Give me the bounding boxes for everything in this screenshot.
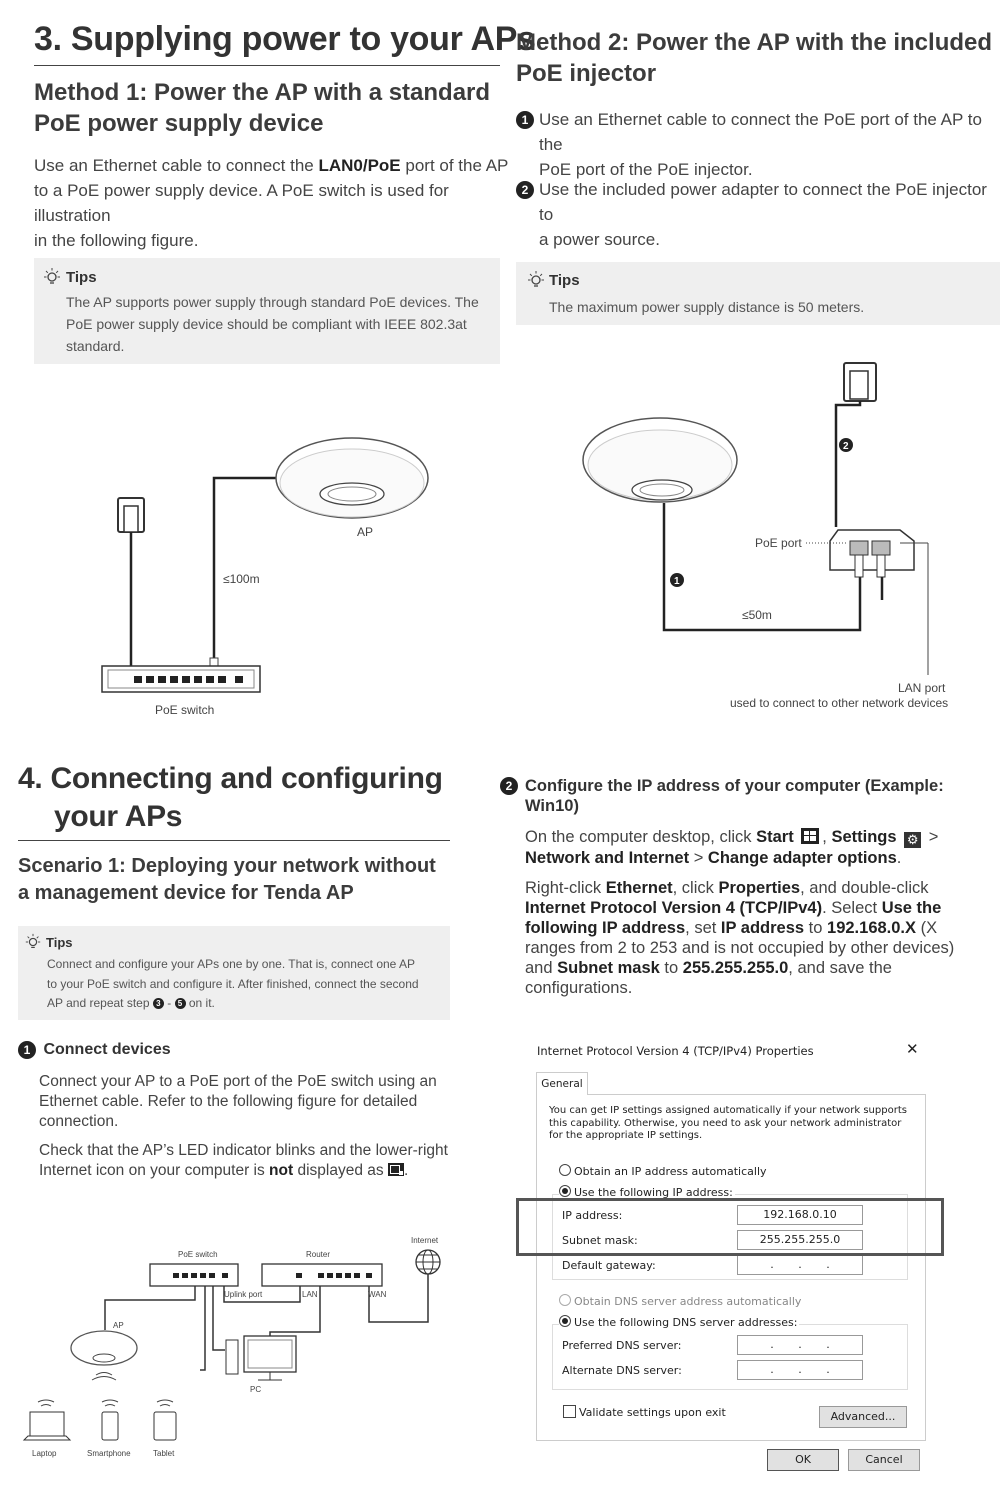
- mask-value-label: 255.255.255.0: [682, 959, 789, 977]
- internet-globe-icon: [416, 1250, 440, 1274]
- step-badge: 3: [153, 998, 164, 1009]
- ap-label: AP: [113, 1321, 124, 1330]
- section4-title-line2: your APs: [54, 800, 183, 833]
- step1-heading: [18, 1041, 171, 1059]
- intro-line: this capability. Otherwise, you need to ask your network administrator: [549, 1117, 902, 1129]
- switch-label: PoE switch: [155, 703, 215, 717]
- paragraph-line: Ethernet cable. Refer to the following figure for detailed: [39, 1093, 418, 1110]
- step1-line2: PoE port of the PoE injector.: [539, 160, 753, 179]
- intro-line: You can get IP settings assigned automatically if your network supports: [549, 1105, 907, 1116]
- method1-title-line1: Method 1: Power the AP with a standard: [34, 79, 491, 106]
- ap-device-icon: [276, 438, 428, 518]
- internet-label: Internet: [411, 1236, 439, 1245]
- step-number-badge: 2: [500, 777, 518, 795]
- tips-title: Tips: [46, 935, 73, 950]
- lan-port-label: LAN port: [898, 681, 946, 695]
- alternate-dns-input[interactable]: . . .: [737, 1360, 863, 1380]
- step2-paragraph2: [525, 878, 995, 998]
- paragraph-line: Connect your AP to a PoE port of the PoE switch using an: [39, 1073, 437, 1090]
- poe-switch-icon: [150, 1264, 238, 1286]
- section3-divider: [34, 65, 500, 66]
- distance-label: ≤100m: [223, 572, 260, 586]
- subnet-mask-label: Subnet mask: [557, 959, 660, 977]
- preferred-dns-label: Preferred DNS server:: [562, 1339, 682, 1352]
- dialog-intro: [549, 1105, 919, 1143]
- scenario-title-line2: a management device for Tenda AP: [18, 882, 354, 904]
- option-label: Obtain an IP address automatically: [574, 1165, 767, 1178]
- laptop-label: Laptop: [32, 1449, 57, 1458]
- tips-text-line: to your PoE switch and configure it. After finished, connect the second: [47, 976, 419, 991]
- marker-2-text: 2: [843, 441, 849, 452]
- ipv4-label: Internet Protocol Version 4 (TCP/IPv4): [525, 899, 823, 917]
- tablet-icon: [154, 1400, 176, 1440]
- method2-tips-box: [516, 262, 1000, 325]
- method1-para-line2: to a PoE power supply device. A PoE switch is used for illustration: [34, 181, 449, 225]
- paragraph-text: .: [403, 1162, 409, 1179]
- method2-step1: [516, 107, 1000, 182]
- default-gateway-input[interactable]: . . .: [737, 1255, 863, 1275]
- step-badge: 5: [175, 998, 186, 1009]
- step1-title: Connect devices: [43, 1041, 171, 1059]
- paragraph-text: . Select: [822, 899, 882, 917]
- section4-title-line1: 4. Connecting and configuring: [18, 762, 443, 795]
- cancel-button[interactable]: Cancel: [848, 1449, 920, 1471]
- subnet-mask-input[interactable]: 255.255.255.0: [737, 1230, 863, 1250]
- lightbulb-icon: [42, 267, 62, 292]
- method1-para-line3: in the following figure.: [34, 231, 199, 250]
- paragraph-text: >: [689, 849, 708, 867]
- poe-injector-figure: [580, 355, 1000, 725]
- tablet-label: Tablet: [153, 1449, 175, 1458]
- step1-paragraph2: [39, 1141, 469, 1181]
- ip-address-input[interactable]: 192.168.0.10: [737, 1205, 863, 1225]
- router-label: Router: [306, 1250, 331, 1259]
- dns-group-box: [552, 1324, 908, 1390]
- tips-text-part: AP and repeat step: [47, 996, 153, 1010]
- paragraph-text: , and save the: [788, 959, 892, 977]
- start-label: Start: [756, 828, 794, 846]
- ipv4-properties-dialog: [532, 1032, 932, 1477]
- tips-text: [47, 955, 447, 1014]
- ethernet-label: Ethernet: [605, 879, 673, 897]
- tips-text-line: PoE power supply device should be compliant with IEEE 802.3at: [66, 316, 467, 332]
- subnet-mask-label: Subnet mask:: [562, 1234, 638, 1247]
- network-and-internet-label: Network and Internet: [525, 849, 690, 867]
- paragraph-text: to: [804, 919, 828, 937]
- step-number-badge: 2: [516, 181, 534, 199]
- poe-injector-icon: [830, 530, 914, 577]
- method2-title: [516, 27, 996, 89]
- settings-label: Settings: [831, 828, 897, 846]
- method2-title-line2: PoE injector: [516, 60, 657, 87]
- windows-start-icon: [801, 828, 819, 844]
- tips-text-part: -: [163, 996, 175, 1010]
- step2-heading: [500, 776, 990, 816]
- radio-button-selected[interactable]: [559, 1185, 571, 1197]
- paragraph-text: Right-click: [525, 879, 606, 897]
- ap-device-icon: [583, 418, 737, 502]
- poe-port-label: PoE port: [755, 536, 802, 550]
- intro-line: for the appropriate IP settings.: [549, 1130, 703, 1141]
- obtain-dns-auto-option[interactable]: [559, 1294, 801, 1308]
- paragraph-text: >: [924, 828, 939, 846]
- network-topology-figure: [0, 1230, 470, 1470]
- uplink-port-label: Uplink port: [224, 1290, 263, 1299]
- lightbulb-icon: [24, 933, 42, 956]
- obtain-ip-auto-option[interactable]: [559, 1164, 767, 1178]
- method1-title-line2: PoE power supply device: [34, 110, 324, 137]
- method1-para-text: port of the AP: [400, 156, 509, 175]
- poe-switch-icon: [102, 658, 260, 692]
- smartphone-label: Smartphone: [87, 1449, 131, 1458]
- ap-label: AP: [357, 525, 374, 539]
- radio-button-disabled[interactable]: [559, 1294, 571, 1306]
- change-adapter-options-label: Change adapter options: [707, 849, 897, 867]
- paragraph-line: ranges from 2 to 253 and is not occupied by other devices): [525, 939, 955, 957]
- paragraph-text: (X: [916, 919, 938, 937]
- paragraph-text: to: [659, 959, 683, 977]
- tips-title: Tips: [549, 272, 580, 289]
- lightbulb-icon: [526, 270, 546, 295]
- tips-text: [66, 291, 496, 357]
- tips-title: Tips: [66, 269, 97, 286]
- dialog-title: Internet Protocol Version 4 (TCP/IPv4) Properties: [537, 1044, 814, 1058]
- paragraph-text: , click: [672, 879, 719, 897]
- following-ip-label: following IP address: [525, 919, 686, 937]
- no-internet-icon: [388, 1163, 404, 1176]
- default-gateway-label: Default gateway:: [562, 1259, 656, 1272]
- option-label: Validate settings upon exit: [579, 1406, 726, 1419]
- scenario-title: [18, 853, 458, 907]
- section4-title: [18, 760, 458, 836]
- highlight-box: [516, 1198, 944, 1256]
- lan-label: LAN: [302, 1290, 318, 1299]
- paragraph-line: Check that the AP’s LED indicator blinks and the lower-right: [39, 1142, 448, 1159]
- gear-icon: ⚙: [904, 832, 921, 848]
- option-label: Use the following DNS server addresses:: [574, 1316, 798, 1329]
- method1-title: [34, 77, 504, 139]
- paragraph-line: connection.: [39, 1113, 119, 1130]
- paragraph-text: On the computer desktop, click: [525, 828, 757, 846]
- tips-text-part: on it.: [185, 996, 215, 1010]
- step2-title-line2: Win10): [525, 797, 579, 815]
- tips-text-line: The AP supports power supply through standard PoE devices. The: [66, 294, 479, 310]
- use-following-ip-option[interactable]: [559, 1185, 735, 1199]
- step2-paragraph1: [525, 827, 995, 868]
- tips-text-line: Connect and configure your APs one by one. That is, connect one AP: [47, 957, 416, 971]
- paragraph-line: configurations.: [525, 979, 633, 997]
- tab-general[interactable]: General: [536, 1072, 588, 1095]
- paragraph-text: .: [896, 849, 902, 867]
- step2-line2: a power source.: [539, 230, 660, 249]
- paragraph-text: , and double-click: [800, 879, 929, 897]
- tips-text: The maximum power supply distance is 50 meters.: [549, 299, 865, 315]
- option-label: Use the following IP address:: [574, 1186, 733, 1199]
- smartphone-icon: [102, 1400, 118, 1440]
- preferred-dns-input[interactable]: . . .: [737, 1335, 863, 1355]
- section4-divider: [18, 840, 450, 841]
- marker-1-text: 1: [674, 576, 680, 587]
- method1-paragraph: [34, 153, 509, 253]
- ip-address-label: IP address: [720, 919, 805, 937]
- method2-title-line1: Method 2: Power the AP with the included: [516, 29, 993, 56]
- properties-label: Properties: [718, 879, 801, 897]
- tips-text-line: standard.: [66, 338, 125, 354]
- ap-device-icon: [71, 1331, 137, 1380]
- laptop-icon: [24, 1400, 70, 1440]
- radio-button[interactable]: [559, 1164, 571, 1176]
- section4-tips-box: [18, 926, 450, 1020]
- paragraph-text: and: [525, 959, 558, 977]
- alternate-dns-label: Alternate DNS server:: [562, 1364, 682, 1377]
- poe-switch-figure: [90, 420, 450, 730]
- lan0-poe-port: LAN0/PoE: [318, 156, 401, 175]
- checkbox[interactable]: [563, 1405, 576, 1418]
- method2-step2: [516, 177, 1000, 252]
- wan-label: WAN: [368, 1290, 387, 1299]
- use-the-label: Use the: [881, 899, 942, 917]
- ip-address-label: IP address:: [562, 1209, 623, 1222]
- method1-para-text: Use an Ethernet cable to connect the: [34, 156, 319, 175]
- ok-button[interactable]: OK: [767, 1449, 839, 1471]
- step2-title-line1: Configure the IP address of your computer (Example:: [525, 777, 944, 795]
- ip-value-label: 192.168.0.X: [827, 919, 917, 937]
- poe-switch-label: PoE switch: [178, 1250, 218, 1259]
- step1-paragraph1: [39, 1072, 459, 1132]
- step-number-badge: 1: [18, 1041, 36, 1059]
- advanced-button[interactable]: Advanced...: [819, 1406, 907, 1428]
- power-adapter-icon: [118, 498, 144, 678]
- step2-line1: Use the included power adapter to connect the PoE injector to: [539, 180, 987, 224]
- step1-line1: Use an Ethernet cable to connect the PoE port of the AP to the: [539, 110, 982, 154]
- ethernet-cable: [214, 478, 290, 660]
- paragraph-bold: not: [269, 1162, 294, 1179]
- paragraph-text: ,: [822, 828, 832, 846]
- paragraph-text: Internet icon on your computer is: [39, 1162, 270, 1179]
- distance-label: ≤50m: [742, 608, 772, 622]
- step-number-badge: 1: [516, 111, 534, 129]
- pc-label: PC: [250, 1385, 262, 1394]
- pc-icon: [226, 1336, 296, 1380]
- paragraph-text: , set: [685, 919, 721, 937]
- radio-button-selected[interactable]: [559, 1315, 571, 1327]
- paragraph-text: displayed as: [293, 1162, 388, 1179]
- close-icon[interactable]: ✕: [906, 1040, 919, 1058]
- router-icon: [262, 1264, 382, 1286]
- use-following-dns-option[interactable]: [559, 1315, 799, 1329]
- lan-port-desc: used to connect to other network devices: [730, 696, 949, 710]
- method1-tips-box: [34, 258, 500, 364]
- scenario-title-line1: Scenario 1: Deploying your network without: [18, 855, 436, 877]
- validate-settings-option[interactable]: [563, 1405, 726, 1419]
- section3-title: 3. Supplying power to your APs: [34, 20, 536, 58]
- option-label: Obtain DNS server address automatically: [574, 1295, 802, 1308]
